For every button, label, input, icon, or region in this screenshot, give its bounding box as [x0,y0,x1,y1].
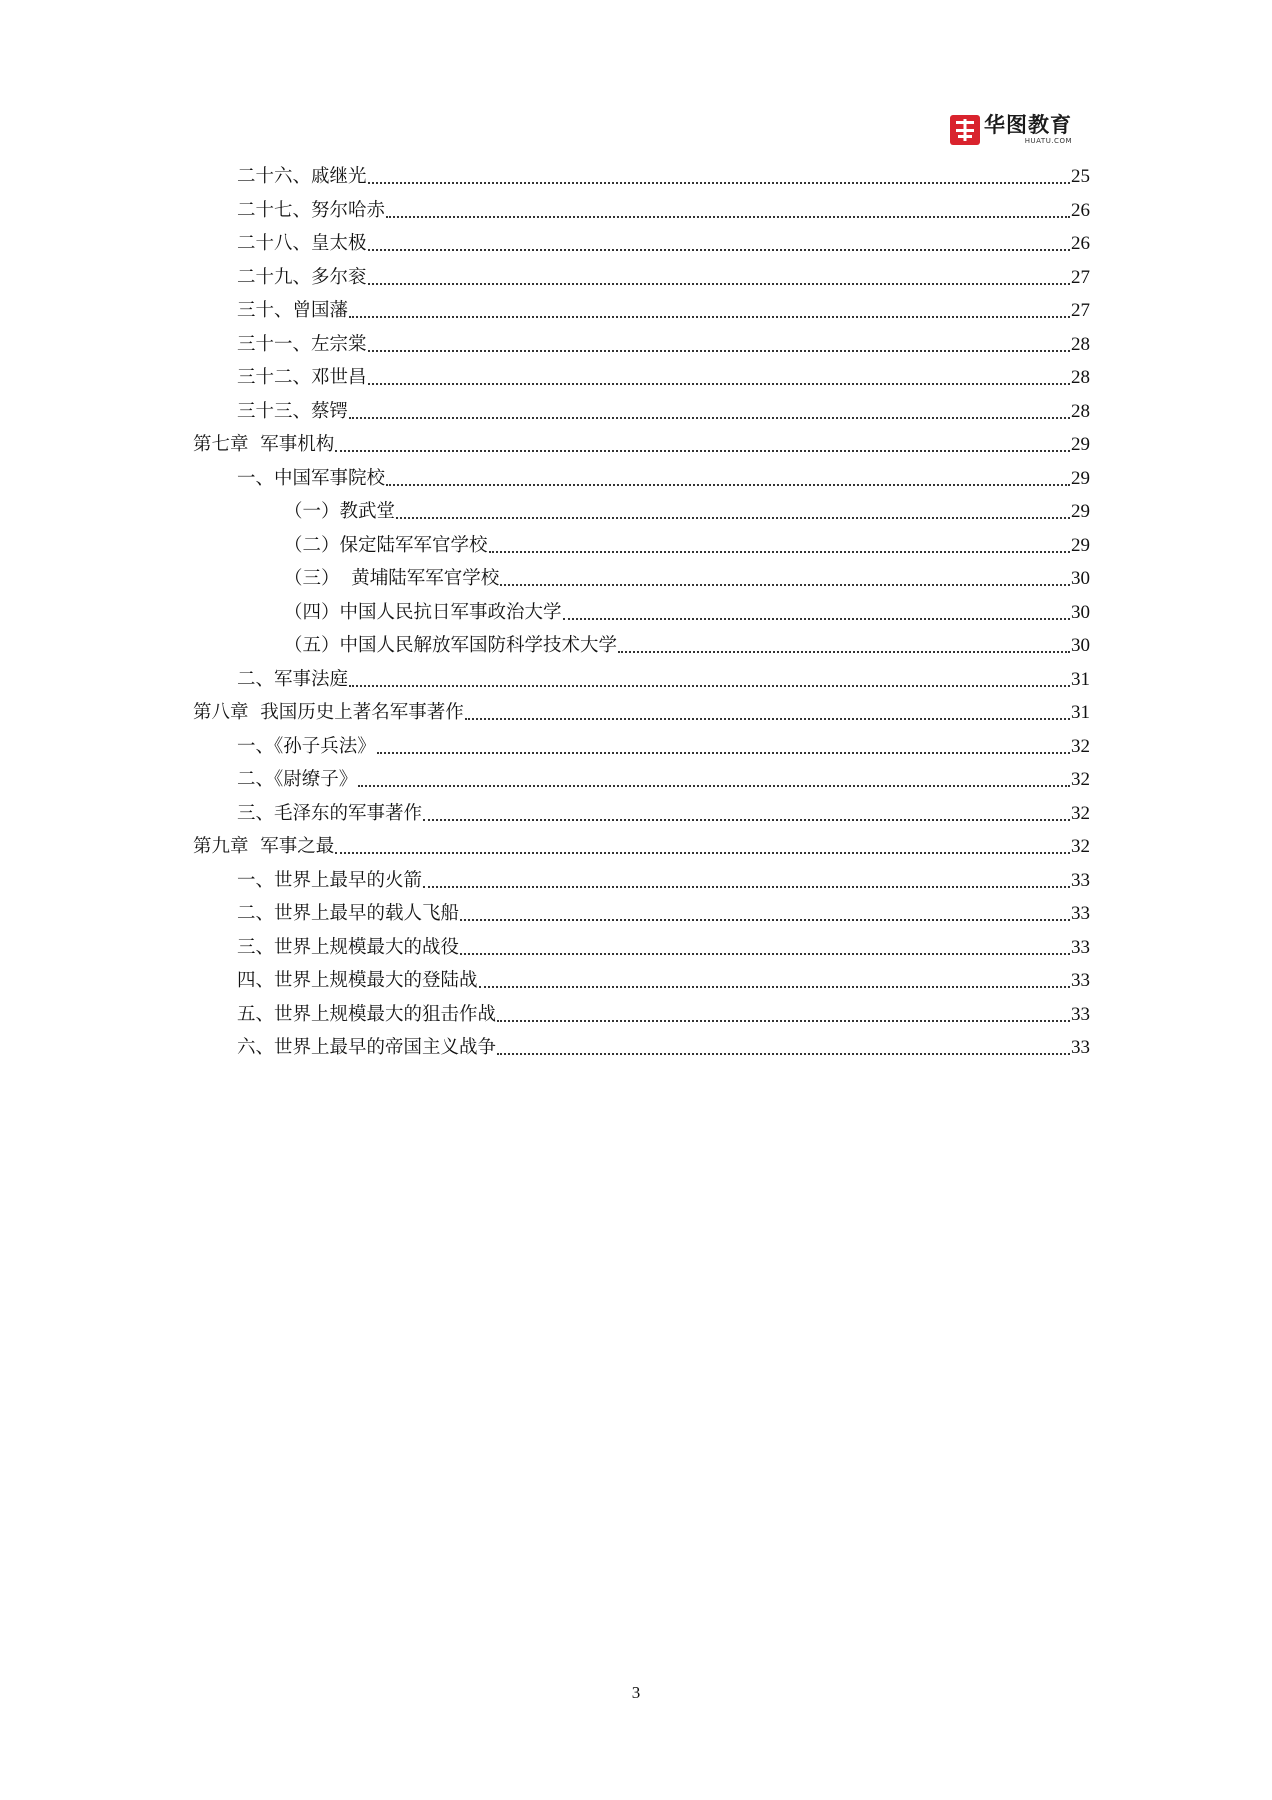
toc-dot-leader [497,1053,1070,1055]
toc-entry-page: 33 [1071,937,1090,958]
toc-entry-title: 一、中国军事院校 [237,468,386,489]
toc-entry[interactable] [237,231,1090,257]
toc-entry-title: 二、军事法庭 [237,669,349,690]
toc-entry-title: 三十二、邓世昌 [237,367,367,388]
toc-dot-leader [460,953,1070,955]
toc-entry-page: 32 [1071,736,1090,757]
toc-entry-page: 33 [1071,870,1090,891]
toc-entry[interactable] [237,901,1090,927]
toc-dot-leader [423,819,1070,821]
toc-dot-leader [377,752,1070,754]
toc-entry-page: 26 [1071,200,1090,221]
toc-entry[interactable] [237,935,1090,961]
toc-entry-page: 29 [1071,468,1090,489]
toc-entry[interactable] [237,265,1090,291]
toc-entry[interactable] [237,164,1090,190]
toc-entry-page: 29 [1071,535,1090,556]
toc-entry-title: 五、世界上规模最大的狙击作战 [237,1004,497,1025]
toc-dot-leader [386,216,1070,218]
toc-entry-title: 三十一、左宗棠 [237,334,367,355]
toc-entry[interactable] [237,667,1090,693]
toc-entry-page: 28 [1071,367,1090,388]
toc-entry[interactable] [237,466,1090,492]
toc-entry-title: 第八章 我国历史上著名军事著作 [193,702,464,723]
toc-entry-title: 二十九、多尔衮 [237,267,367,288]
toc-entry[interactable] [237,968,1090,994]
toc-dot-leader [460,919,1070,921]
header-logo [950,113,1090,147]
logo-brand-name: 华图教育 [984,113,1072,137]
toc-entry-page: 32 [1071,769,1090,790]
toc-entry[interactable] [237,734,1090,760]
toc-entry-page: 28 [1071,401,1090,422]
toc-dot-leader [335,450,1070,452]
toc-entry-title: 三、毛泽东的军事著作 [237,803,423,824]
toc-entry-title: 第七章 军事机构 [193,434,335,455]
toc-dot-leader [497,1020,1070,1022]
toc-dot-leader [368,383,1070,385]
toc-entry-title: 三十三、蔡锷 [237,401,349,422]
toc-entry-title: （四）中国人民抗日军事政治大学 [284,602,562,623]
page-number: 3 [631,1683,641,1702]
toc-entry[interactable] [284,600,1090,626]
toc-entry-page: 32 [1071,836,1090,857]
toc-entry[interactable] [237,298,1090,324]
toc-entry[interactable] [237,198,1090,224]
toc-dot-leader [349,417,1070,419]
huatu-logo-icon [950,115,980,145]
toc-entry-page: 25 [1071,166,1090,187]
toc-entry-page: 33 [1071,903,1090,924]
toc-entry-title: （一）教武堂 [284,501,396,522]
toc-dot-leader [368,249,1070,251]
toc-dot-leader [396,517,1070,519]
toc-entry-title: 二十八、皇太极 [237,233,367,254]
toc-entry[interactable] [193,700,1090,726]
toc-entry-title: 二十六、戚继光 [237,166,367,187]
toc-entry[interactable] [237,801,1090,827]
toc-entry-title: 二、世界上最早的载人飞船 [237,903,460,924]
toc-entry-page: 30 [1071,568,1090,589]
toc-entry-title: 一、《孙子兵法》 [237,736,376,757]
toc-entry-page: 32 [1071,803,1090,824]
toc-entry-page: 27 [1071,300,1090,321]
toc-entry-title: 三、世界上规模最大的战役 [237,937,460,958]
toc-entry-page: 28 [1071,334,1090,355]
toc-entry[interactable] [237,868,1090,894]
toc-entry-page: 33 [1071,970,1090,991]
toc-entry-page: 31 [1071,702,1090,723]
toc-dot-leader [335,852,1070,854]
toc-dot-leader [500,584,1070,586]
toc-dot-leader [368,283,1070,285]
toc-entry[interactable] [237,767,1090,793]
toc-entry-title: 三十、曾国藩 [237,300,349,321]
toc-entry[interactable] [284,633,1090,659]
toc-entry-page: 27 [1071,267,1090,288]
toc-dot-leader [618,651,1070,653]
toc-entry-title: （二）保定陆军军官学校 [284,535,488,556]
toc-entry-title: 一、世界上最早的火箭 [237,870,423,891]
toc-dot-leader [368,350,1070,352]
logo-brand-domain: HUATU.COM [1024,137,1072,145]
toc-entry[interactable] [237,365,1090,391]
toc-entry-title: （五）中国人民解放军国防科学技术大学 [284,635,618,656]
toc-dot-leader [368,182,1070,184]
toc-dot-leader [465,718,1070,720]
toc-entry-title: （三） 黄埔陆军军官学校 [284,568,500,589]
toc-entry[interactable] [237,1002,1090,1028]
toc-entry-title: 四、世界上规模最大的登陆战 [237,970,478,991]
toc-entry-page: 29 [1071,501,1090,522]
toc-entry-page: 31 [1071,669,1090,690]
toc-entry[interactable] [237,1035,1090,1061]
toc-entry-page: 30 [1071,635,1090,656]
toc-dot-leader [563,618,1070,620]
toc-dot-leader [423,886,1070,888]
toc-entry[interactable] [284,566,1090,592]
toc-entry[interactable] [284,533,1090,559]
toc-dot-leader [349,316,1070,318]
toc-entry-title: 六、世界上最早的帝国主义战争 [237,1037,497,1058]
toc-entry[interactable] [284,499,1090,525]
toc-entry[interactable] [193,432,1090,458]
toc-entry[interactable] [237,332,1090,358]
toc-entry-page: 26 [1071,233,1090,254]
toc-entry-title: 二、《尉缭子》 [237,769,358,790]
toc-entry[interactable] [237,399,1090,425]
toc-dot-leader [358,785,1070,787]
toc-dot-leader [479,986,1070,988]
toc-dot-leader [349,685,1070,687]
toc-entry[interactable] [193,834,1090,860]
toc-entry-page: 30 [1071,602,1090,623]
toc-entry-page: 33 [1071,1037,1090,1058]
toc-dot-leader [489,551,1070,553]
toc-entry-title: 第九章 军事之最 [193,836,335,857]
toc-dot-leader [386,484,1070,486]
toc-entry-title: 二十七、努尔哈赤 [237,200,386,221]
toc-entry-page: 33 [1071,1004,1090,1025]
toc-entry-page: 29 [1071,434,1090,455]
